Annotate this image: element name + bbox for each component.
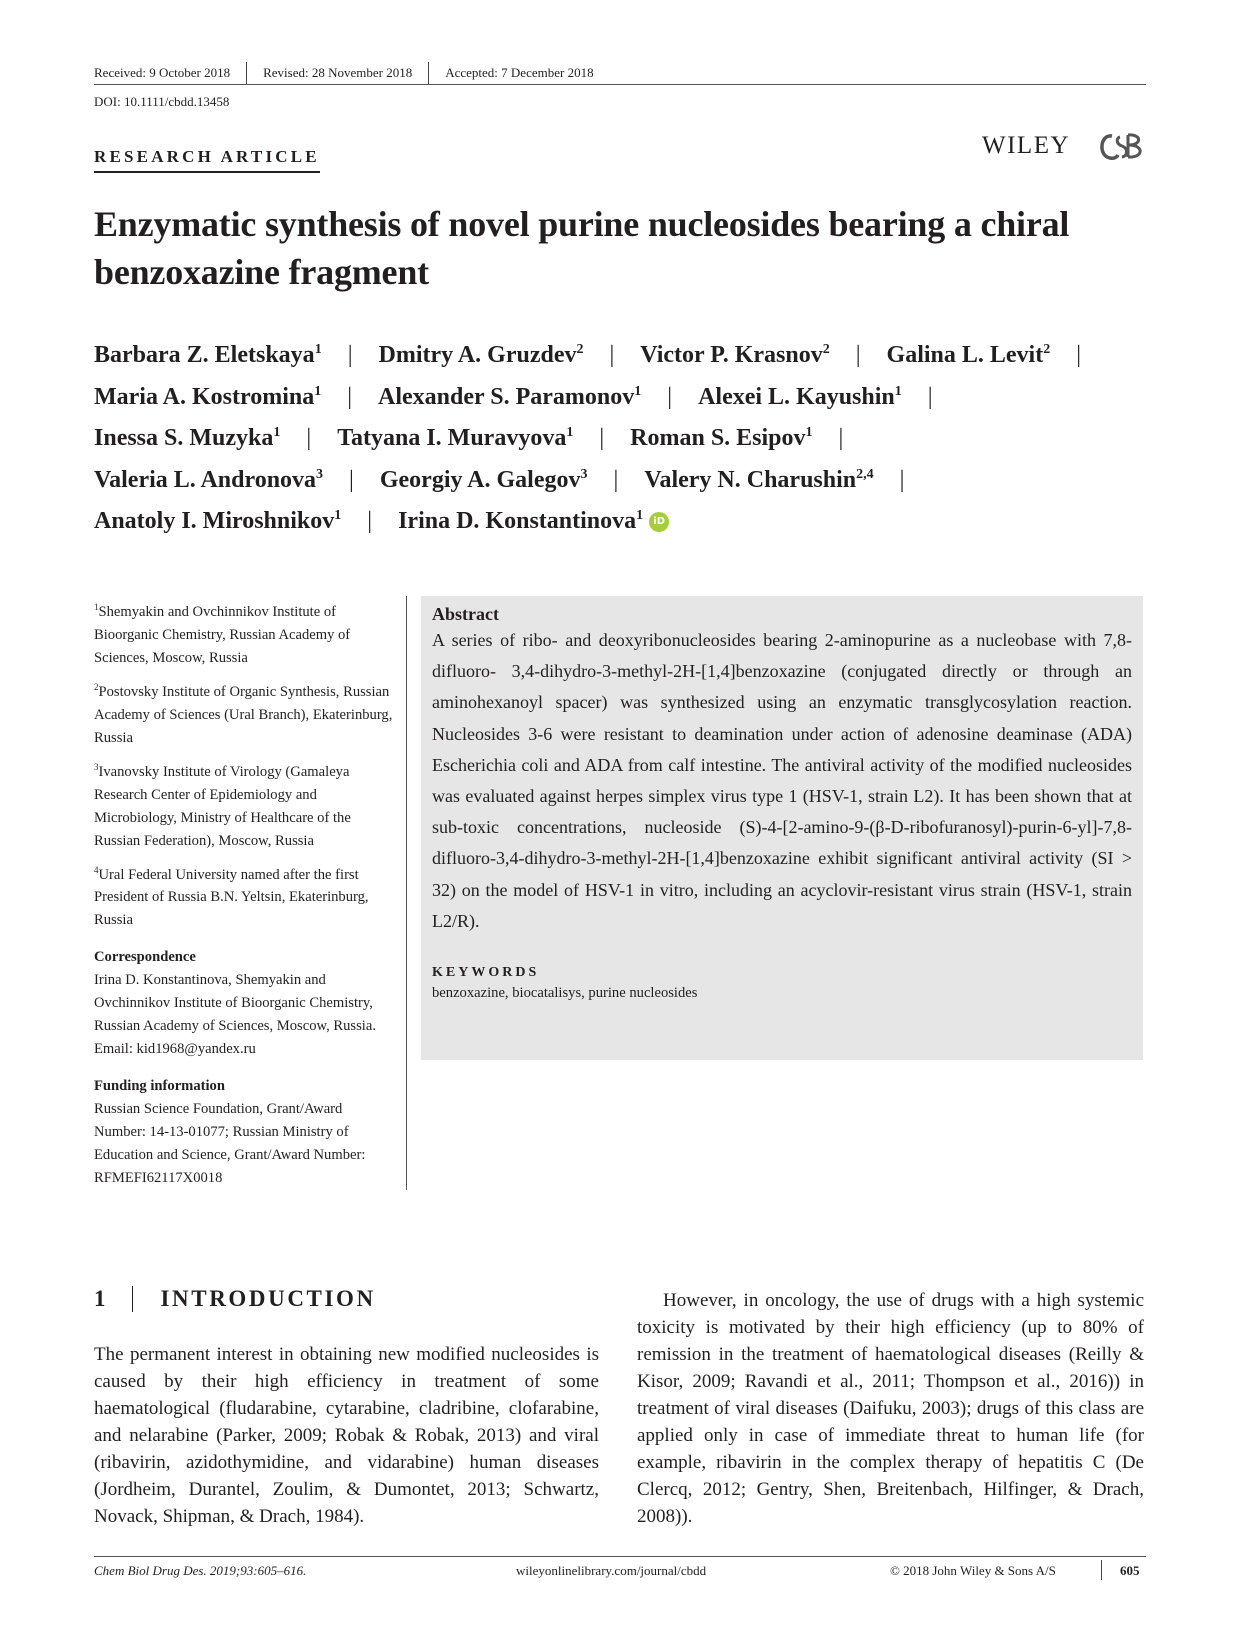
author[interactable]: Dmitry A. Gruzdev$^2$ | xyxy=(378,342,615,368)
author[interactable]: Tatyana I. Muravyova$^1$ | xyxy=(337,425,605,451)
author-list xyxy=(94,342,1164,550)
affiliation-marker: 3 xyxy=(580,466,588,482)
article-type: RESEARCH ARTICLE xyxy=(94,147,320,173)
affiliation: $^3$Ivanovsky Institute of Virology (Gamaleya Research Center of Epidemiology and Microbiology, Ministry of Healthcare of the Russian Federation), Moscow, Russia xyxy=(94,761,351,849)
author[interactable]: Barbara Z. Eletskaya$^1$ | xyxy=(94,342,353,368)
page-number: 605 xyxy=(1120,1563,1140,1578)
affiliation-marker: 2 xyxy=(822,342,830,357)
abstract-text: A series of ribo- and deoxyribonucleosides bearing 2-aminopurine as a nucleobase with 7,8-difluoro- 3,4-dihydro-3-methyl-2H-[1,4]benzoxazine (conjugated directly or through an aminohexanoyl spacer) was synthesized using an enzymatic transglycosylation reaction. Nucleosides 3-6 were resistant to deamination under action of adenosine deaminase (ADA) Escherichia coli and ADA from calf intestine. The antiviral activity of the modified nucleosides was evaluated against herpes simplex virus type 1 (HSV-1, strain L2). It has been shown that at sub-toxic concentrations, nucleoside (S)-4-[2-amino-9-(β-D-ribofuranosyl)-purin-6-yl]-7,8-difluoro-3,4-dihydro-3-methyl-2H-[1,4]benzoxazine exhibit significant antiviral activity (SI > 32) on the model of HSV-1 in vitro, including an acyclovir-resistant virus strain (HSV-1, strain L2/R). xyxy=(432,630,1132,931)
author-separator: | xyxy=(1076,342,1082,368)
footer-url[interactable]: wileyonlinelibrary.com/journal/cbdd xyxy=(516,1563,707,1578)
affiliation-marker: 2 xyxy=(576,342,584,357)
abstract-box xyxy=(421,596,1143,1060)
affiliation-marker: 1 xyxy=(805,425,813,440)
divider xyxy=(132,1286,133,1312)
affiliation-marker: 1 xyxy=(634,383,642,399)
affiliation: $^4$Ural Federal University named after the first President of Russia B.N. Yeltsin, Ekaterinburg, Russia xyxy=(94,864,369,929)
author[interactable]: Maria A. Kostromina$^1$ | xyxy=(94,383,353,410)
author[interactable]: Galina L. Levit$^2$ | xyxy=(886,342,1082,368)
accepted-date: Accepted: 7 December 2018 xyxy=(445,65,594,80)
keywords-heading: KEYWORDS xyxy=(432,965,540,981)
affiliation-marker: 1 xyxy=(566,425,574,440)
affiliation-marker: 2,4 xyxy=(856,466,874,482)
funding-text: Russian Science Foundation, Grant/Award Number: 14-13-01077; Russian Ministry of Education and Science, Grant/Award Number: RFMEFI62117X0018 xyxy=(94,1101,366,1187)
doi[interactable]: DOI: 10.1111/cbdd.13458 xyxy=(94,94,230,109)
journal-logo xyxy=(1092,128,1148,166)
author[interactable]: Alexander S. Paramonov$^1$ | xyxy=(378,383,673,410)
author[interactable]: Victor P. Krasnov$^2$ | xyxy=(640,342,861,368)
footer-rule xyxy=(94,1556,1146,1557)
author-separator: | xyxy=(609,342,615,368)
footer-journal: Chem Biol Drug Des. 2019;93:605–616. xyxy=(94,1563,307,1578)
author-separator: | xyxy=(927,383,933,410)
author-separator: | xyxy=(347,342,353,368)
affiliation-marker: 1 xyxy=(334,508,342,523)
author[interactable]: Alexei L. Kayushin$^1$ | xyxy=(698,383,933,410)
section-title: INTRODUCTION xyxy=(160,1286,376,1311)
author-separator: | xyxy=(855,342,861,368)
correspondence-heading: Correspondence xyxy=(94,949,196,966)
author[interactable]: Valeria L. Andronova$^3$ | xyxy=(94,466,354,493)
author-separator: | xyxy=(367,508,373,534)
funding-heading: Funding information xyxy=(94,1078,225,1095)
affiliation: $^1$Shemyakin and Ovchinnikov Institute of Bioorganic Chemistry, Russian Academy of Sciences, Moscow, Russia xyxy=(94,602,351,666)
article-dates xyxy=(94,62,594,84)
author-line xyxy=(94,425,1164,467)
author-separator: | xyxy=(599,425,605,451)
intro-paragraph-2: However, in oncology, the use of drugs with a high systemic toxicity is motivated by their high efficiency (up to 80% of remission in the treatment of haematological diseases (Reilly & Kisor, 2009; Ravandi et al., 2011; Thompson et al., 2016)) in treatment of viral diseases (Daifuku, 2003); drugs of this class are applied only in case of immediate threat to human life (for example, ribavirin in the complex therapy of hepatitis C (De Clercq, 2012; Gentry, Shen, Breitenbach, Hilfinger, & Drach, 2008)). xyxy=(637,1290,1144,1527)
divider xyxy=(428,62,429,84)
affiliation-marker: 1 xyxy=(314,383,322,399)
correspondence-email[interactable]: Email: kid1968@yandex.ru xyxy=(94,1041,256,1058)
footer-copyright: © 2018 John Wiley & Sons A/S xyxy=(890,1563,1056,1578)
keywords: benzoxazine, biocatalisys, purine nucleosides xyxy=(432,985,698,1002)
author-line xyxy=(94,467,1164,509)
author[interactable]: Irina D. Konstantinova$^1$ iD xyxy=(398,508,669,535)
author[interactable]: Valery N. Charushin$^{2,4}$ | xyxy=(644,466,905,493)
divider xyxy=(246,62,247,84)
author-separator: | xyxy=(349,466,354,493)
revised-date: Revised: 28 November 2018 xyxy=(263,65,413,80)
column-divider xyxy=(406,596,407,1190)
article-title: Enzymatic synthesis of novel purine nucleosides bearing a chiral benzoxazine fragment xyxy=(94,204,1070,292)
author-line xyxy=(94,384,1164,426)
author-separator: | xyxy=(613,466,619,493)
author[interactable]: Georgiy A. Galegov$^3$ | xyxy=(379,466,619,493)
correspondence-text: Irina D. Konstantinova, Shemyakin and Ovchinnikov Institute of Bioorganic Chemistry, Russian Academy of Sciences, Moscow, Russia. xyxy=(94,972,376,1035)
affiliations xyxy=(94,596,394,932)
side-info xyxy=(94,596,394,1190)
author[interactable]: Inessa S. Muzyka$^1$ | xyxy=(94,425,312,451)
received-date: Received: 9 October 2018 xyxy=(94,65,231,80)
author-line xyxy=(94,342,1164,384)
orcid-icon[interactable]: iD xyxy=(649,512,669,532)
author-separator: | xyxy=(347,383,353,410)
affiliation: $^2$Postovsky Institute of Organic Synthesis, Russian Academy of Sciences (Ural Branch), Ekaterinburg, Russia xyxy=(94,681,393,746)
affiliation-marker: 2 xyxy=(1043,342,1051,357)
section-number: 1 xyxy=(94,1286,106,1311)
author[interactable]: Anatoly I. Miroshnikov$^1$ | xyxy=(94,508,373,534)
author-separator: | xyxy=(838,425,844,451)
author-line xyxy=(94,508,1164,550)
affiliation-marker: 1 xyxy=(314,342,322,357)
author-separator: | xyxy=(899,466,905,493)
divider xyxy=(1101,1560,1102,1580)
author-separator: | xyxy=(306,425,312,451)
section-heading xyxy=(94,1286,376,1312)
author[interactable]: Roman S. Esipov$^1$ | xyxy=(630,425,844,451)
affiliation-marker: 1 xyxy=(636,508,644,523)
affiliation-marker: 1 xyxy=(894,383,902,399)
affiliation-marker: 1 xyxy=(273,425,281,440)
intro-paragraph-1: The permanent interest in obtaining new modified nucleosides is caused by their high efficiency in treatment of some haematological (fludarabine, cytarabine, cladribine, clofarabine, and nelarabine (Parker, 2009; Robak & Robak, 2013) and viral (ribavirin, azidothymidine, and vidarabine) human diseases (Jordheim, Durantel, Zoulim, & Dumontet, 2013; Schwartz, Novack, Shipman, & Drach, 1984). xyxy=(94,1344,599,1527)
abstract-heading: Abstract xyxy=(432,604,499,624)
header-rule xyxy=(94,84,1146,85)
publisher-logo: WILEY xyxy=(982,132,1071,159)
author-separator: | xyxy=(667,383,673,410)
affiliation-marker: 3 xyxy=(316,466,324,482)
